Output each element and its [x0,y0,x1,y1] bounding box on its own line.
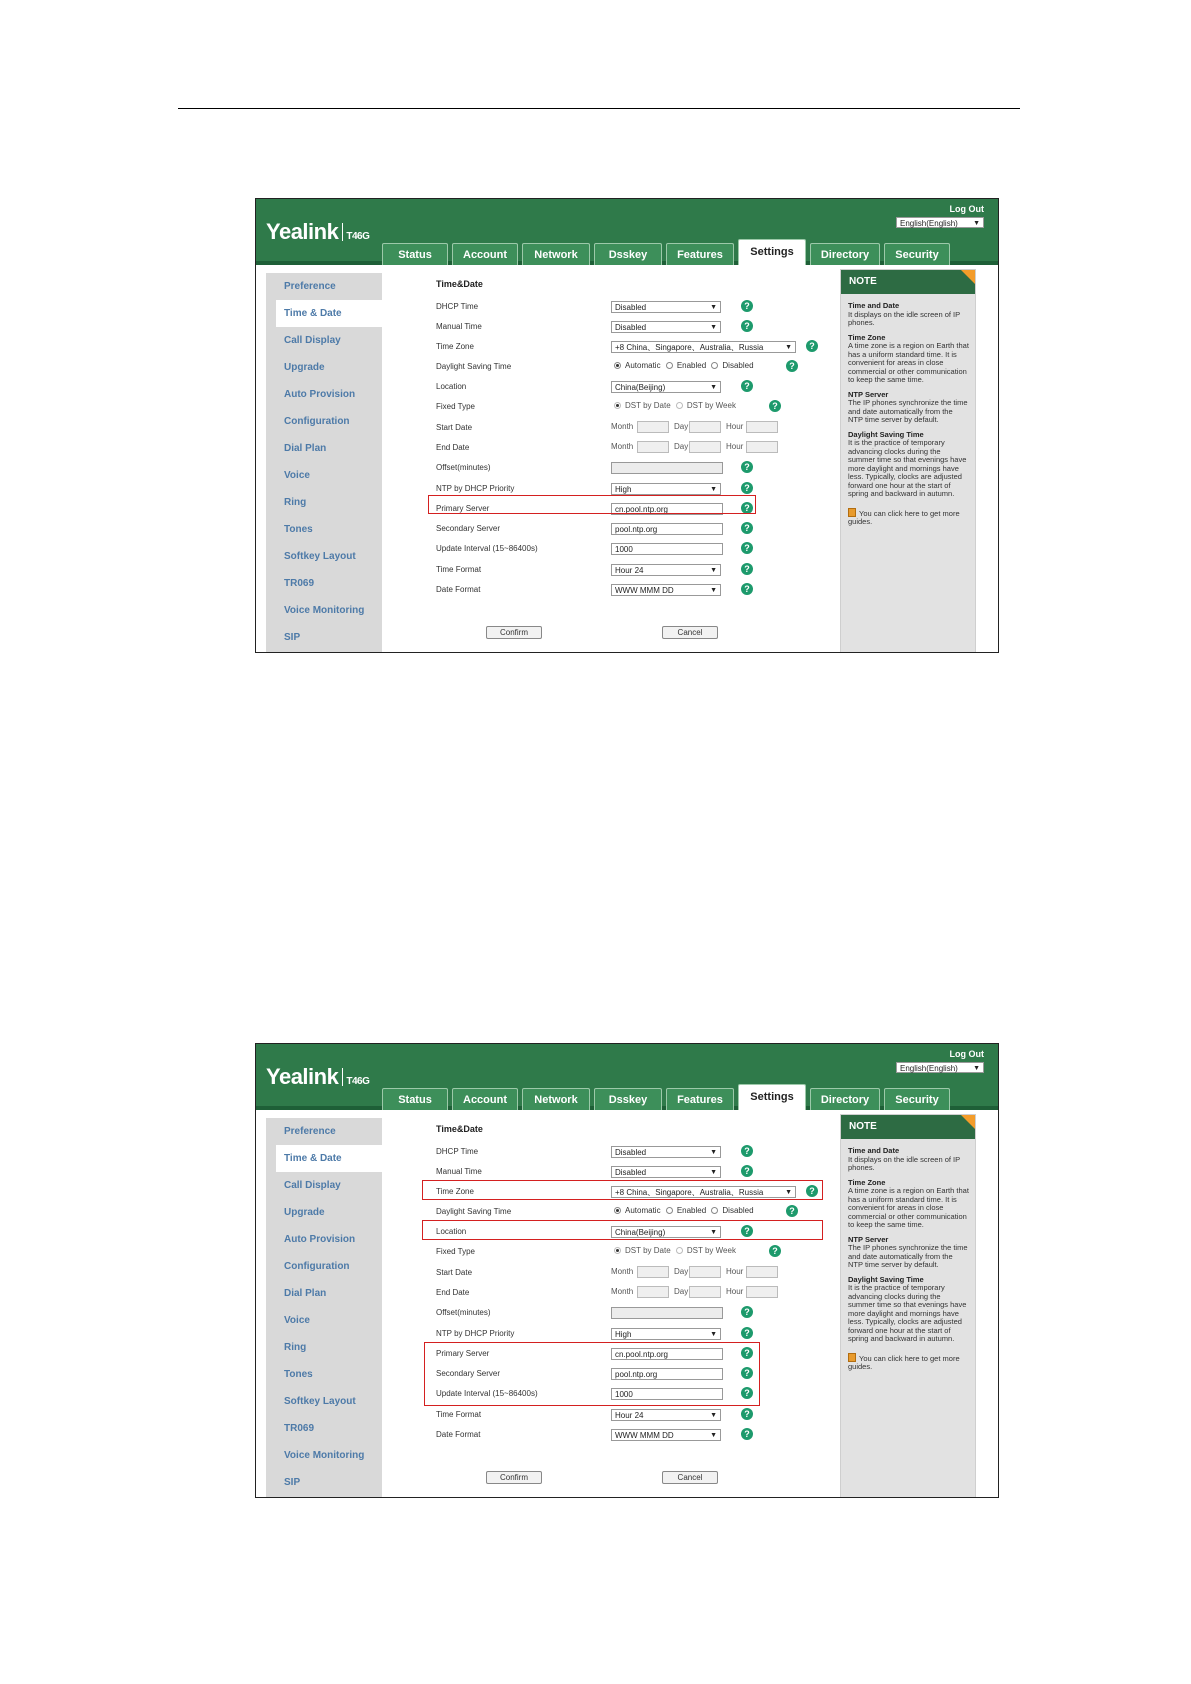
screenshot-ntp-priority [255,198,999,653]
time-zone-label: Time Zone [436,342,474,351]
radio-dst-by-date[interactable] [614,402,621,409]
guide-book-icon [848,1353,856,1362]
sidebar-item-ring[interactable]: Ring [284,497,307,508]
primary-server-input[interactable]: cn.pool.ntp.org [611,503,723,515]
end-date-row [436,440,836,456]
radio-dst-by-week[interactable] [676,402,683,409]
tab-status[interactable]: Status [382,1088,448,1110]
daylight-saving-label: Daylight Saving Time [436,362,512,371]
radio-dst-by-week-label: DST by Week [686,401,736,410]
note-text: It displays on the idle screen of IP phones. [848,309,961,327]
start-hour-input[interactable] [746,421,778,433]
secondary-server-input[interactable]: pool.ntp.org [611,523,723,535]
time-format-row [436,1407,836,1423]
guide-book-icon [848,508,856,517]
dhcp-time-select[interactable] [611,301,721,313]
start-month-label: Month [611,422,634,431]
secondary-server-label: Secondary Server [436,1369,501,1378]
time-format-value: Hour 24 [615,566,644,575]
fixed-type-label: Fixed Type [436,1247,475,1256]
help-icon[interactable]: ? [741,522,753,534]
main-tabs [382,1086,950,1110]
section-title: Time&Date [436,279,483,289]
daylight-saving-radios [611,1206,754,1218]
end-day-input[interactable] [689,441,721,453]
help-icon[interactable]: ? [741,1367,753,1379]
cancel-button[interactable]: Cancel [662,1471,718,1484]
chevron-down-icon: ▼ [710,1432,717,1439]
manual-time-select[interactable] [611,1166,721,1178]
tab-directory[interactable]: Directory [810,243,880,265]
note-heading: NTP Server [848,389,889,399]
help-icon[interactable]: ? [769,400,781,412]
highlight-ntp-priority [428,495,756,514]
language-value: English(English) [900,219,958,228]
date-format-label: Date Format [436,585,481,594]
sidebar-item-dial-plan[interactable]: Dial Plan [284,443,327,454]
section-title: Time&Date [436,1124,483,1134]
help-icon[interactable]: ? [741,1145,753,1157]
settings-sidebar [266,1118,382,1498]
note-heading: Time Zone [848,1177,886,1187]
tab-features[interactable]: Features [666,243,734,265]
tab-directory[interactable]: Directory [810,1088,880,1110]
sidebar-item-preference[interactable]: Preference [284,1126,336,1137]
help-icon[interactable]: ? [741,1387,753,1399]
location-value: China(Beijing) [615,1228,666,1237]
sidebar-item-upgrade[interactable]: Upgrade [284,1207,325,1218]
chevron-down-icon: ▼ [785,1189,792,1196]
note-guide-text: You can click here to get more guides. [848,1353,960,1371]
tab-account[interactable]: Account [452,243,518,265]
ntp-priority-label: NTP by DHCP Priority [436,484,515,493]
help-icon[interactable]: ? [741,300,753,312]
radio-automatic[interactable] [614,362,621,369]
date-format-value: WWW MMM DD [615,586,674,595]
end-hour-label: Hour [726,442,744,451]
ntp-priority-select[interactable] [611,1328,721,1340]
date-format-select[interactable] [611,1429,721,1441]
time-date-form [386,269,836,653]
help-icon[interactable]: ? [806,1185,818,1197]
help-icon[interactable]: ? [741,1408,753,1420]
sidebar-item-ring[interactable]: Ring [284,1342,307,1353]
daylight-saving-row [436,359,836,375]
offset-label: Offset(minutes) [436,1308,491,1317]
sidebar-item-tr069[interactable]: TR069 [284,1423,315,1434]
note-heading: Daylight Saving Time [848,429,924,439]
confirm-button[interactable]: Confirm [486,626,542,639]
yealink-logo [266,1064,369,1090]
time-format-label: Time Format [436,565,482,574]
start-hour-label: Hour [726,1267,744,1276]
sidebar-item-sip[interactable]: SIP [284,632,301,643]
sidebar-item-configuration[interactable]: Configuration [284,1261,350,1272]
chevron-down-icon: ▼ [710,1229,717,1236]
note-title: NOTE [849,1121,877,1132]
tab-security[interactable]: Security [884,243,950,265]
date-format-row [436,1427,836,1443]
end-month-label: Month [611,1287,634,1296]
chevron-down-icon: ▼ [710,567,717,574]
radio-dst-by-week-label: DST by Week [686,1246,736,1255]
time-zone-value: +8 China、Singapore、Australia、Russia [615,343,764,352]
tab-network[interactable]: Network [522,1088,590,1110]
time-format-label: Time Format [436,1410,482,1419]
radio-automatic[interactable] [614,1207,621,1214]
radio-disabled-label: Disabled [722,1206,754,1215]
ntp-priority-value: High [615,485,632,494]
fixed-type-row [436,399,836,415]
location-value: China(Beijing) [615,383,666,392]
page-header-rule [178,108,1020,109]
sidebar-item-auto-provision[interactable]: Auto Provision [284,1234,356,1245]
time-zone-value: +8 China、Singapore、Australia、Russia [615,1188,764,1197]
chevron-down-icon: ▼ [710,1169,717,1176]
sidebar-item-voice[interactable]: Voice [284,470,310,481]
start-day-input[interactable] [689,1266,721,1278]
secondary-server-row [436,521,836,537]
start-day-input[interactable] [689,421,721,433]
tab-status[interactable]: Status [382,243,448,265]
app-header [256,199,998,265]
note-text: It is the practice of temporary advancing clocks during the summer time so that evenings have more daylight and mornings have less. Typically, clocks are adjusted forward one hour at the start of spring and backward in autumn. [848,438,967,498]
end-hour-input[interactable] [746,1286,778,1298]
tab-settings[interactable]: Settings [738,1084,806,1110]
manual-time-value: Disabled [615,1168,647,1177]
note-header [841,1115,975,1139]
update-interval-row [436,541,836,557]
note-heading: Time Zone [848,332,886,342]
radio-automatic-label: Automatic [625,361,661,370]
offset-input[interactable] [611,462,723,474]
chevron-down-icon: ▼ [710,1331,717,1338]
tab-dsskey[interactable]: Dsskey [594,1088,662,1110]
time-zone-row [436,339,836,355]
update-interval-label: Update Interval (15~86400s) [436,1389,538,1398]
note-guide-link[interactable] [848,508,969,527]
sidebar-item-call-display[interactable]: Call Display [284,1180,341,1191]
help-icon[interactable]: ? [741,482,753,494]
highlight-location [422,1220,823,1240]
sidebar-item-time-date[interactable]: Time & Date [276,1145,382,1172]
sidebar-item-tones[interactable]: Tones [284,1369,313,1380]
offset-label: Offset(minutes) [436,463,491,472]
help-icon[interactable]: ? [806,340,818,352]
manual-time-row [436,1164,836,1180]
settings-sidebar [266,273,382,653]
help-icon[interactable]: ? [741,1225,753,1237]
logo-text: Yealink [266,1064,339,1089]
primary-server-input[interactable]: cn.pool.ntp.org [611,1348,723,1360]
time-format-select[interactable] [611,1409,721,1421]
help-icon[interactable]: ? [741,380,753,392]
time-format-select[interactable] [611,564,721,576]
start-month-input[interactable] [637,1266,669,1278]
sidebar-item-tones[interactable]: Tones [284,524,313,535]
fixed-type-radios [611,401,736,413]
help-icon[interactable]: ? [741,542,753,554]
start-hour-input[interactable] [746,1266,778,1278]
chevron-down-icon: ▼ [710,1412,717,1419]
chevron-down-icon: ▼ [710,324,717,331]
end-date-controls [611,442,831,454]
sidebar-item-voice-monitoring[interactable]: Voice Monitoring [284,1450,365,1461]
model-label: T46G [346,231,370,242]
note-body [841,294,975,527]
note-text: It displays on the idle screen of IP phones. [848,1154,961,1172]
date-format-value: WWW MMM DD [615,1431,674,1440]
manual-time-label: Manual Time [436,322,482,331]
chevron-down-icon: ▼ [710,486,717,493]
language-select[interactable] [896,217,984,228]
radio-enabled[interactable] [666,1207,673,1214]
highlight-ntp-servers [424,1342,760,1406]
logout-link[interactable]: Log Out [949,204,984,214]
location-label: Location [436,1227,467,1236]
note-text: A time zone is a region on Earth that has a uniform standard time. It is convenient for areas in close commercial or other communication to keep the same time. [848,341,969,384]
start-day-label: Day [674,422,689,431]
radio-dst-by-date-label: DST by Date [625,1246,671,1255]
help-icon[interactable]: ? [741,1428,753,1440]
highlight-time-zone [422,1180,823,1200]
end-day-label: Day [674,1287,689,1296]
daylight-saving-radios [611,361,754,373]
tab-features[interactable]: Features [666,1088,734,1110]
date-format-label: Date Format [436,1430,481,1439]
cancel-button[interactable]: Cancel [662,626,718,639]
note-header [841,270,975,294]
note-text: It is the practice of temporary advancing clocks during the summer time so that evenings have more daylight and mornings have less. Typically, clocks are adjusted forward one hour at the start of spring and backward in autumn. [848,1283,967,1343]
sidebar-item-preference[interactable]: Preference [284,281,336,292]
help-icon[interactable]: ? [741,1165,753,1177]
help-icon[interactable]: ? [741,563,753,575]
radio-enabled[interactable] [666,362,673,369]
end-month-label: Month [611,442,634,451]
radio-automatic-label: Automatic [625,1206,661,1215]
end-hour-label: Hour [726,1287,744,1296]
end-date-label: End Date [436,1288,470,1297]
update-interval-input[interactable]: 1000 [611,1388,723,1400]
chevron-down-icon: ▼ [710,384,717,391]
dhcp-time-row [436,299,836,315]
help-icon[interactable]: ? [786,1205,798,1217]
ntp-priority-select[interactable] [611,483,721,495]
sidebar-item-voice[interactable]: Voice [284,1315,310,1326]
model-label: T46G [346,1076,370,1087]
screenshot-ntp-servers [255,1043,999,1498]
time-format-row [436,562,836,578]
note-heading: Time and Date [848,301,900,310]
note-heading: Daylight Saving Time [848,1274,924,1284]
help-icon[interactable]: ? [769,1245,781,1257]
chevron-down-icon: ▼ [973,220,980,227]
offset-input[interactable] [611,1307,723,1319]
note-heading: NTP Server [848,1234,889,1244]
date-format-row [436,582,836,598]
ntp-priority-label: NTP by DHCP Priority [436,1329,515,1338]
start-month-input[interactable] [637,421,669,433]
dhcp-time-value: Disabled [615,1148,647,1157]
radio-disabled[interactable] [711,1207,718,1214]
start-date-controls [611,422,831,434]
tab-security[interactable]: Security [884,1088,950,1110]
update-interval-input[interactable]: 1000 [611,543,723,555]
note-guide-link[interactable] [848,1353,969,1372]
sidebar-item-time-date[interactable]: Time & Date [276,300,382,327]
offset-row [436,460,836,476]
dhcp-time-select[interactable] [611,1146,721,1158]
fixed-type-label: Fixed Type [436,402,475,411]
help-icon[interactable]: ? [741,1306,753,1318]
chevron-down-icon: ▼ [973,1065,980,1072]
language-value: English(English) [900,1064,958,1073]
end-date-controls [611,1287,831,1299]
start-day-label: Day [674,1267,689,1276]
sidebar-item-voice-monitoring[interactable]: Voice Monitoring [284,605,365,616]
manual-time-select[interactable] [611,321,721,333]
main-tabs [382,241,950,265]
time-date-form [386,1114,836,1498]
offset-row [436,1305,836,1321]
manual-time-value: Disabled [615,323,647,332]
location-row [436,379,836,395]
end-hour-input[interactable] [746,441,778,453]
start-date-label: Start Date [436,1268,473,1277]
help-icon[interactable]: ? [741,583,753,595]
confirm-button[interactable]: Confirm [486,1471,542,1484]
start-date-label: Start Date [436,423,473,432]
sidebar-item-tr069[interactable]: TR069 [284,578,315,589]
help-icon[interactable]: ? [741,1347,753,1359]
yealink-logo [266,219,369,245]
location-select[interactable] [611,381,721,393]
sidebar-item-call-display[interactable]: Call Display [284,335,341,346]
help-icon[interactable]: ? [741,1327,753,1339]
note-text: The IP phones synchronize the time and date automatically from the NTP time server by default. [848,1243,968,1269]
note-heading: Time and Date [848,1146,900,1155]
location-label: Location [436,382,467,391]
date-format-select[interactable] [611,584,721,596]
radio-enabled-label: Enabled [676,361,707,370]
help-icon[interactable]: ? [786,360,798,372]
dhcp-time-value: Disabled [615,303,647,312]
language-select[interactable] [896,1062,984,1073]
daylight-saving-row [436,1204,836,1220]
chevron-down-icon: ▼ [710,304,717,311]
primary-server-label: Primary Server [436,1349,490,1358]
note-title: NOTE [849,276,877,287]
tab-dsskey[interactable]: Dsskey [594,243,662,265]
sidebar-item-configuration[interactable]: Configuration [284,416,350,427]
time-zone-label: Time Zone [436,1187,474,1196]
secondary-server-input[interactable]: pool.ntp.org [611,1368,723,1380]
time-zone-select[interactable] [611,341,796,353]
dhcp-time-label: DHCP Time [436,302,479,311]
time-format-value: Hour 24 [615,1411,644,1420]
radio-dst-by-date[interactable] [614,1247,621,1254]
note-corner-icon [961,270,975,284]
logo-text: Yealink [266,219,339,244]
start-date-controls [611,1267,831,1279]
radio-enabled-label: Enabled [676,1206,707,1215]
note-panel [840,1114,976,1498]
start-month-label: Month [611,1267,634,1276]
help-icon[interactable]: ? [741,461,753,473]
dhcp-time-label: DHCP Time [436,1147,479,1156]
radio-disabled-label: Disabled [722,361,754,370]
daylight-saving-label: Daylight Saving Time [436,1207,512,1216]
sidebar-item-sip[interactable]: SIP [284,1477,301,1488]
tab-settings[interactable]: Settings [738,239,806,265]
note-panel [840,269,976,653]
note-text: The IP phones synchronize the time and date automatically from the NTP time server by default. [848,398,968,424]
start-date-row [436,420,836,436]
note-text: A time zone is a region on Earth that has a uniform standard time. It is convenient for areas in close commercial or other communication to keep the same time. [848,1186,969,1229]
fixed-type-radios [611,1246,736,1258]
tab-network[interactable]: Network [522,243,590,265]
tab-account[interactable]: Account [452,1088,518,1110]
radio-disabled[interactable] [711,362,718,369]
start-date-row [436,1265,836,1281]
manual-time-label: Manual Time [436,1167,482,1176]
end-month-input[interactable] [637,441,669,453]
fixed-type-row [436,1244,836,1260]
chevron-down-icon: ▼ [710,587,717,594]
end-day-label: Day [674,442,689,451]
chevron-down-icon: ▼ [710,1149,717,1156]
sidebar-item-dial-plan[interactable]: Dial Plan [284,1288,327,1299]
primary-server-label: Primary Server [436,504,490,513]
update-interval-label: Update Interval (15~86400s) [436,544,538,553]
manual-time-row [436,319,836,335]
end-date-row [436,1285,836,1301]
note-guide-text: You can click here to get more guides. [848,508,960,526]
dhcp-time-row [436,1144,836,1160]
end-month-input[interactable] [637,1286,669,1298]
end-day-input[interactable] [689,1286,721,1298]
help-icon[interactable]: ? [741,502,753,514]
sidebar-item-softkey-layout[interactable]: Softkey Layout [284,551,356,562]
logout-link[interactable]: Log Out [949,1049,984,1059]
secondary-server-label: Secondary Server [436,524,501,533]
note-body [841,1139,975,1372]
sidebar-item-softkey-layout[interactable]: Softkey Layout [284,1396,356,1407]
end-date-label: End Date [436,443,470,452]
radio-dst-by-week[interactable] [676,1247,683,1254]
ntp-priority-value: High [615,1330,632,1339]
help-icon[interactable]: ? [741,320,753,332]
sidebar-item-upgrade[interactable]: Upgrade [284,362,325,373]
sidebar-item-auto-provision[interactable]: Auto Provision [284,389,356,400]
ntp-priority-row [436,1326,836,1342]
chevron-down-icon: ▼ [785,344,792,351]
app-header [256,1044,998,1110]
start-hour-label: Hour [726,422,744,431]
note-corner-icon [961,1115,975,1129]
radio-dst-by-date-label: DST by Date [625,401,671,410]
